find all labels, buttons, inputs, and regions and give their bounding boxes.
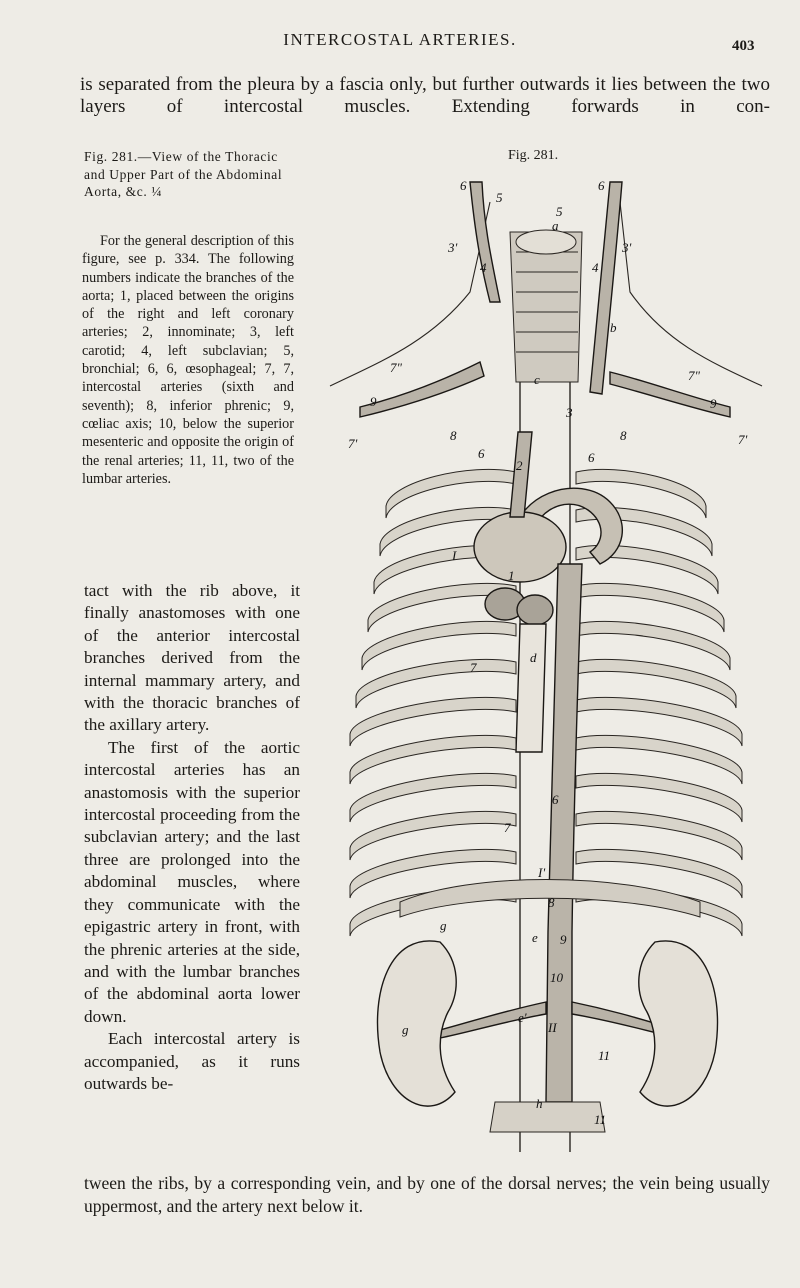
figure-label-text: 3 <box>566 405 573 420</box>
figure-label-text: 7' <box>348 436 358 451</box>
figure-label: Fig. 281. <box>508 148 559 163</box>
caption-text: For the general description of this figure, see p. 334. The following numbers indicate the branches of the aorta; 1, placed between the origins of the right and left coronary arteries; 2, innominate; 3, left carotid; 4, left subclavian; 5, bronchial; 6, 6, œsophageal; 7, 7, intercostal arteries (sixth and seventh); 8, inferior phrenic; 9, cœliac axis; 10, below the superior mesenteric and opposite the origin of the renal arteries; 11, 11, two of the lumbar arteries. <box>82 233 294 487</box>
top-paragraph: is separated from the pleura by a fascia only, but further outwards it lies between the two layers of intercostal muscles. Extending forwards in con- <box>80 74 770 117</box>
figure-caption-body <box>82 232 294 488</box>
left-column <box>84 580 300 1095</box>
figure-label-text: 5 <box>496 190 503 205</box>
left-carotid-artery <box>590 182 622 394</box>
figure-label-text: 9 <box>710 396 717 411</box>
lumbar-vertebra <box>490 1102 605 1132</box>
figure-label-text: I' <box>538 865 546 880</box>
oesophagus <box>516 624 546 752</box>
figure-label-text: b <box>610 320 617 335</box>
figure-label-text: 3' <box>448 240 458 255</box>
figure-label-text: 2 <box>516 458 523 473</box>
aorta-engraving <box>320 172 772 1166</box>
right-renal-artery <box>440 1002 546 1038</box>
figure-label-text: 6 <box>552 792 559 807</box>
running-head: INTERCOSTAL ARTERIES. <box>283 30 517 49</box>
figure-label-text: 11 <box>594 1112 607 1127</box>
page-number: 403 <box>732 38 755 54</box>
figure-label-text: 7" <box>390 360 402 375</box>
left-neck-outline <box>330 202 490 386</box>
figure-label-text: g <box>402 1022 409 1037</box>
figure-label-text: 7" <box>688 368 700 383</box>
figure-label-text: 5 <box>556 204 563 219</box>
figure-label-text: 7' <box>738 432 748 447</box>
figure-label-text: c <box>534 372 540 387</box>
left-paragraph-2: The first of the aortic intercostal arteries has an anastomosis with the superior intercostal proceeding from the subclavian artery; and the last three are prolonged into the abdominal muscles, where they communicate with the epigastric artery in front, with the phrenic arteries at the side, and with the lumbar branches of the abdominal aorta lower down. <box>84 737 300 1026</box>
figure-label-text: I <box>452 548 457 563</box>
bottom-paragraph: tween the ribs, by a corresponding vein, and by one of the dorsal nerves; the vein being usually uppermost, and the artery next below it. <box>84 1173 770 1216</box>
left-paragraph-3: Each intercostal artery is accompanied, as it runs outwards be- <box>84 1029 300 1093</box>
figure-label-text: 6 <box>478 446 485 461</box>
figure-label-text: 9 <box>560 932 567 947</box>
figure-label-text: II <box>548 1020 557 1035</box>
figure-label-text: e <box>532 930 538 945</box>
figure-label-text: 8 <box>620 428 627 443</box>
figure-label-text: 6 <box>598 178 605 193</box>
figure-label-text: 9 <box>370 394 377 409</box>
figure-label-text: 3' <box>622 240 632 255</box>
figure-label-text: 1 <box>508 568 515 583</box>
figure-label-text: 10 <box>550 970 563 985</box>
pulmonary-vessel <box>517 595 553 625</box>
innominate-artery <box>510 432 532 517</box>
figure-label-text: 6 <box>588 450 595 465</box>
figure-label-text: 7 <box>504 820 511 835</box>
figure-label-text: h <box>536 1096 543 1111</box>
figure-label-text: e' <box>518 1010 527 1025</box>
figure-label-text: 8 <box>450 428 457 443</box>
figure-label-text: d <box>530 650 537 665</box>
figure-label-text: 6 <box>460 178 467 193</box>
figure-label-text: 8 <box>548 895 555 910</box>
figure-label-text: a <box>552 218 559 233</box>
right-subclavian-artery <box>360 362 484 417</box>
figure-label-text: g <box>440 918 447 933</box>
trachea <box>510 230 582 382</box>
figure-label-text: 4 <box>592 260 599 275</box>
right-neck-outline <box>620 202 762 386</box>
right-kidney <box>378 941 457 1106</box>
aortic-bulb <box>474 512 566 582</box>
figure-label-text: 7 <box>470 660 477 675</box>
figure-label-text: 4 <box>480 260 487 275</box>
figure-label-text: 11 <box>598 1048 611 1063</box>
aorta-illustration <box>320 172 772 1166</box>
left-paragraph-1: tact with the rib above, it finally anastomoses with one of the anterior intercostal branches derived from the internal mammary artery, and with the thoracic branches of the axillary artery. <box>84 581 300 735</box>
figure-caption-title: Fig. 281.—View of the Thoracic and Upper Part of the Abdominal Aorta, &c. ¼ <box>84 149 283 199</box>
